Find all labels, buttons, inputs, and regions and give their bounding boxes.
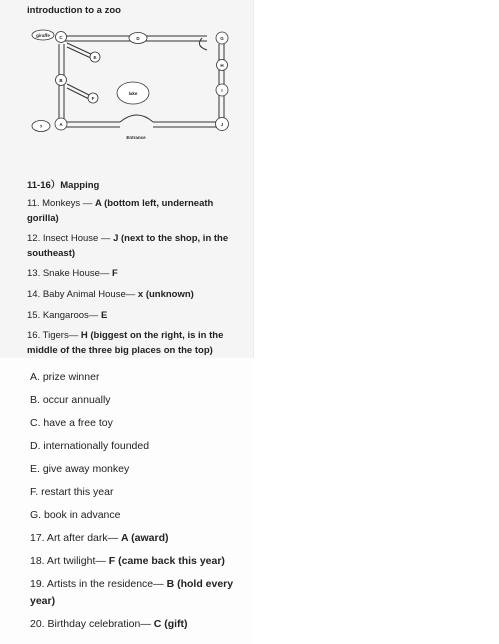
question-13: 13. Snake House— F	[27, 268, 118, 279]
option-d: D. internationally founded	[30, 440, 150, 452]
answer-19: 19. Artists in the residence— B (hold every year)	[30, 578, 234, 607]
label-j: J	[220, 122, 224, 127]
label-giraffe: giraffe	[36, 33, 50, 38]
label-e: E	[93, 55, 97, 60]
question-12: 12. Insect House — J (next to the shop, in the southeast)	[27, 233, 229, 259]
option-e: E. give away monkey	[30, 463, 130, 475]
intro-title: introduction to a zoo	[27, 5, 121, 16]
option-g: G. book in advance	[30, 509, 121, 521]
label-h: H	[220, 63, 224, 68]
answer-20: 20. Birthday celebration— C (gift)	[30, 618, 188, 630]
option-a: A. prize winner	[30, 371, 100, 383]
label-g: G	[220, 36, 224, 41]
option-c: C. have a free toy	[30, 417, 113, 429]
option-f: F. restart this year	[30, 486, 114, 498]
label-b: B	[59, 78, 63, 83]
label-c: C	[59, 35, 63, 40]
section-heading: 11-16）Mapping	[27, 180, 100, 191]
label-d: D	[136, 36, 140, 41]
label-lake: lake	[128, 91, 138, 96]
question-16: 16. Tigers— H (biggest on the right, is in the middle of the three big places on the top)	[27, 330, 224, 356]
zoo-map	[27, 26, 237, 144]
question-15: 15. Kangaroos— E	[27, 310, 108, 321]
option-b: B. occur annually	[30, 394, 111, 406]
answer-18: 18. Art twilight— F (came back this year)	[30, 555, 225, 567]
answer-17: 17. Art after dark— A (award)	[30, 532, 169, 544]
question-14: 14. Baby Animal House— x (unknown)	[27, 289, 194, 300]
label-a: A	[59, 122, 63, 127]
label-entrance: Entrance	[126, 135, 146, 140]
label-unknown: ?	[39, 124, 43, 129]
label-i: I	[221, 88, 223, 93]
label-f: F	[91, 96, 95, 101]
question-11: 11. Monkeys — A (bottom left, underneath gorilla)	[27, 198, 214, 224]
panel-divider	[253, 0, 254, 358]
